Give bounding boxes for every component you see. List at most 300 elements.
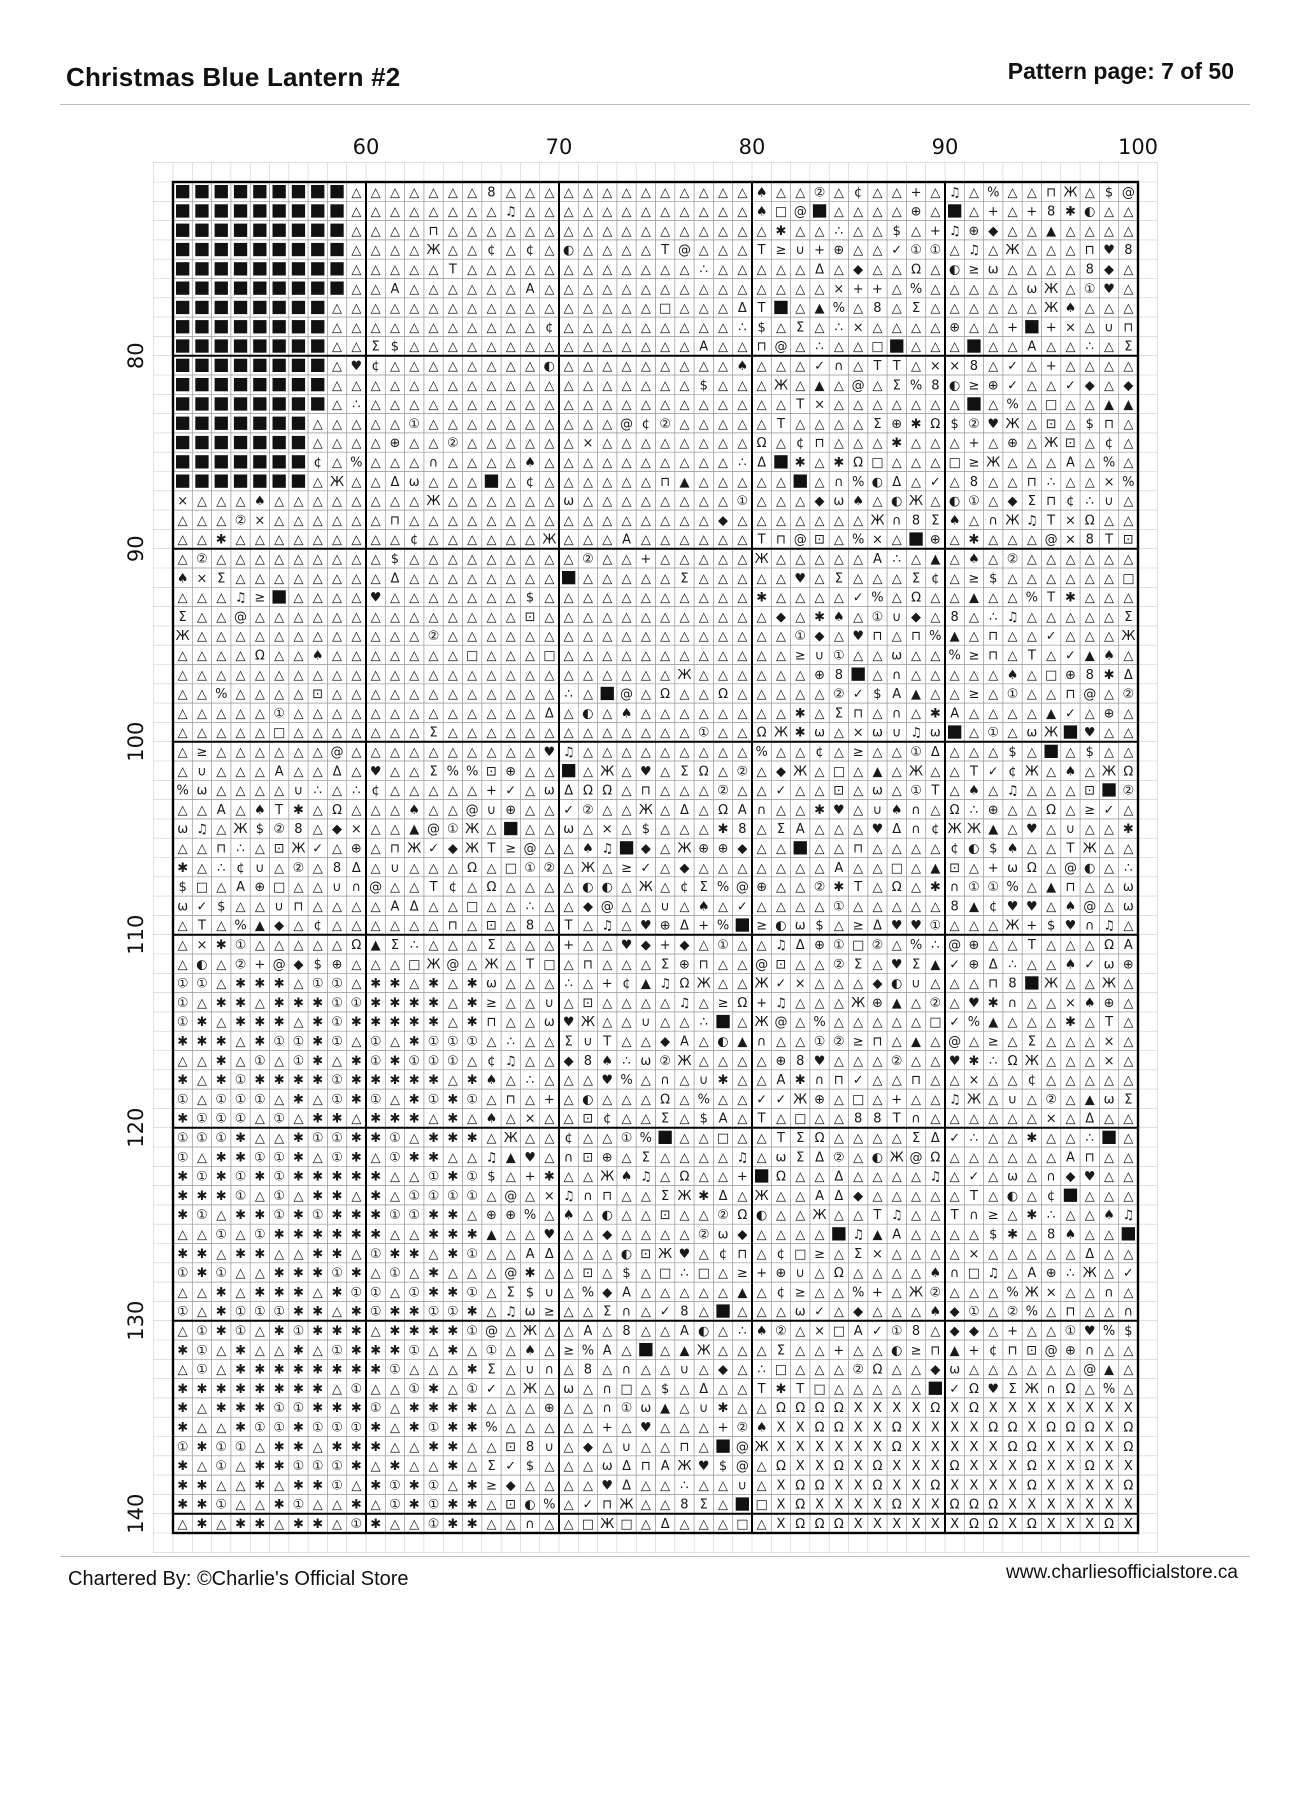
svg-text:①: ①: [369, 1092, 382, 1108]
svg-text:△: △: [891, 1285, 902, 1301]
svg-text:△: △: [505, 1420, 516, 1436]
svg-text:△: △: [196, 706, 207, 722]
svg-text:△: △: [196, 687, 207, 703]
svg-text:△: △: [640, 532, 651, 548]
svg-text:△: △: [389, 667, 400, 683]
svg-text:△: △: [930, 397, 941, 413]
svg-text:△: △: [621, 957, 632, 973]
svg-text:△: △: [891, 301, 902, 317]
svg-text:×: ×: [1103, 1034, 1115, 1050]
svg-text:△: △: [930, 976, 941, 992]
svg-text:△: △: [718, 436, 729, 452]
svg-text:%: %: [832, 301, 846, 317]
svg-text:@: @: [1083, 687, 1097, 703]
svg-text:⊕: ⊕: [505, 802, 517, 818]
svg-text:△: △: [1065, 976, 1076, 992]
svg-text:Ж: Ж: [1005, 243, 1020, 259]
svg-text:8: 8: [854, 1111, 863, 1127]
svg-text:✱: ✱: [196, 1381, 208, 1397]
svg-text:△: △: [563, 436, 574, 452]
svg-text:♫: ♫: [987, 1266, 1000, 1282]
svg-text:Ж: Ж: [677, 1053, 692, 1069]
svg-text:△: △: [351, 436, 362, 452]
svg-text:△: △: [640, 378, 651, 394]
svg-text:♥: ♥: [910, 918, 922, 934]
svg-text:◐: ◐: [891, 976, 903, 992]
svg-text:△: △: [698, 243, 709, 259]
svg-text:△: △: [1065, 1246, 1076, 1262]
svg-text:①: ①: [196, 1130, 208, 1146]
svg-text:✱: ✱: [350, 1227, 362, 1243]
svg-text:△: △: [756, 1343, 767, 1359]
svg-text:×: ×: [1103, 474, 1115, 490]
svg-text:Ж: Ж: [1044, 301, 1059, 317]
svg-text:△: △: [756, 1130, 767, 1146]
svg-text:8: 8: [1124, 243, 1133, 259]
svg-text:△: △: [737, 339, 748, 355]
svg-text:△: △: [949, 1111, 960, 1127]
svg-text:△: △: [602, 648, 613, 664]
svg-text:①: ①: [273, 1034, 285, 1050]
svg-text:①: ①: [389, 1478, 401, 1494]
svg-text:Ж: Ж: [1082, 1266, 1097, 1282]
svg-text:△: △: [216, 648, 227, 664]
svg-text:△: △: [891, 744, 902, 760]
svg-text:△: △: [640, 667, 651, 683]
svg-text:△: △: [679, 1381, 690, 1397]
svg-text:×: ×: [871, 1246, 883, 1262]
svg-text:✱: ✱: [215, 1053, 227, 1069]
svg-text:①: ①: [427, 1053, 440, 1069]
svg-text:△: △: [1065, 1034, 1076, 1050]
store-website-link[interactable]: www.charliesofficialstore.ca: [1006, 1562, 1238, 1583]
svg-text:✱: ✱: [350, 1497, 362, 1513]
svg-text:△: △: [718, 185, 729, 201]
svg-text:%: %: [967, 1015, 981, 1031]
svg-text:△: △: [293, 532, 304, 548]
svg-text:X: X: [1065, 1459, 1075, 1475]
svg-text:△: △: [756, 1459, 767, 1475]
svg-text:△: △: [660, 358, 671, 374]
svg-text:✱: ✱: [350, 1150, 362, 1166]
svg-text:△: △: [467, 320, 478, 336]
svg-text:△: △: [621, 783, 632, 799]
svg-text:△: △: [795, 281, 806, 297]
svg-text:T: T: [892, 358, 901, 374]
svg-text:△: △: [428, 667, 439, 683]
svg-text:△: △: [621, 185, 632, 201]
svg-text:¢: ¢: [487, 1053, 496, 1069]
svg-text:♫: ♫: [601, 918, 614, 934]
svg-text:△: △: [274, 551, 285, 567]
svg-text:△: △: [1123, 744, 1134, 760]
svg-text:△: △: [660, 841, 671, 857]
svg-text:△: △: [911, 1092, 922, 1108]
svg-text:△: △: [775, 802, 786, 818]
svg-text:△: △: [1046, 995, 1057, 1011]
svg-text:①: ①: [890, 1323, 903, 1339]
svg-text:✱: ✱: [235, 1246, 247, 1262]
svg-text:♫: ♫: [504, 1053, 517, 1069]
svg-text:□: □: [620, 1516, 633, 1532]
svg-text:✱: ✱: [775, 223, 787, 239]
svg-text:✓: ✓: [1064, 706, 1076, 722]
svg-text:∪: ∪: [698, 1073, 709, 1089]
svg-text:T: T: [1047, 513, 1056, 529]
svg-text:①: ①: [176, 1439, 189, 1455]
svg-text:△: △: [312, 513, 323, 529]
svg-text:①: ①: [196, 1111, 208, 1127]
svg-text:✱: ✱: [370, 1169, 382, 1185]
svg-text:⊡: ⊡: [312, 687, 324, 703]
svg-text:Σ: Σ: [931, 513, 940, 529]
svg-text:✱: ✱: [389, 1304, 401, 1320]
svg-text:△: △: [1065, 1092, 1076, 1108]
svg-text:△: △: [621, 1111, 632, 1127]
svg-text:△: △: [447, 1150, 458, 1166]
svg-text:△: △: [525, 764, 536, 780]
svg-text:①: ①: [196, 976, 208, 992]
svg-text:8: 8: [931, 378, 940, 394]
column-label-70: 70: [545, 135, 573, 159]
svg-text:Ω: Ω: [1123, 1420, 1134, 1436]
svg-text:∪: ∪: [795, 1266, 806, 1282]
svg-text:△: △: [428, 262, 439, 278]
svg-text:◆: ◆: [582, 899, 593, 915]
svg-text:△: △: [447, 416, 458, 432]
svg-text:A: A: [679, 1034, 689, 1050]
svg-text:¢: ¢: [680, 880, 689, 896]
svg-text:+: +: [1026, 918, 1038, 934]
svg-text:△: △: [968, 1285, 979, 1301]
svg-text:T: T: [564, 918, 573, 934]
svg-text:△: △: [621, 764, 632, 780]
svg-text:△: △: [949, 436, 960, 452]
svg-text:✱: ✱: [408, 1150, 420, 1166]
svg-text:△: △: [505, 185, 516, 201]
svg-text:△: △: [254, 1343, 265, 1359]
svg-text:△: △: [756, 1304, 767, 1320]
svg-text:△: △: [698, 1208, 709, 1224]
svg-text:△: △: [563, 725, 574, 741]
svg-text:△: △: [467, 590, 478, 606]
svg-text:T: T: [776, 1130, 785, 1146]
svg-text:△: △: [525, 204, 536, 220]
svg-text:△: △: [737, 223, 748, 239]
svg-text:X: X: [1104, 1439, 1114, 1455]
svg-text:×: ×: [254, 513, 266, 529]
svg-text:△: △: [467, 609, 478, 625]
svg-text:△: △: [968, 629, 979, 645]
svg-text:✱: ✱: [389, 1323, 401, 1339]
svg-text:△: △: [737, 976, 748, 992]
svg-text:T: T: [969, 764, 978, 780]
svg-text:△: △: [621, 995, 632, 1011]
svg-text:△: △: [563, 204, 574, 220]
svg-text:△: △: [602, 262, 613, 278]
svg-text:△: △: [660, 281, 671, 297]
svg-text:△: △: [602, 378, 613, 394]
svg-text:△: △: [660, 744, 671, 760]
svg-text:△: △: [988, 937, 999, 953]
svg-text:✱: ✱: [273, 1439, 285, 1455]
svg-text:△: △: [988, 687, 999, 703]
svg-text:Ω: Ω: [872, 1478, 883, 1494]
svg-text:△: △: [795, 1188, 806, 1204]
svg-text:Ж: Ж: [1005, 416, 1020, 432]
svg-text:△: △: [698, 687, 709, 703]
svg-text:△: △: [389, 1381, 400, 1397]
svg-text:△: △: [1104, 358, 1115, 374]
svg-text:⊓: ⊓: [910, 629, 922, 645]
svg-text:△: △: [409, 590, 420, 606]
svg-text:✱: ✱: [370, 1516, 382, 1532]
svg-text:Δ: Δ: [795, 937, 805, 953]
svg-text:8: 8: [796, 1053, 805, 1069]
svg-text:①: ①: [1006, 687, 1019, 703]
svg-text:△: △: [1007, 706, 1018, 722]
svg-text:✱: ✱: [292, 1420, 304, 1436]
svg-text:△: △: [853, 899, 864, 915]
svg-text:△: △: [679, 1208, 690, 1224]
svg-text:△: △: [293, 1246, 304, 1262]
svg-text:✱: ✱: [177, 1420, 189, 1436]
svg-text:△: △: [775, 185, 786, 201]
svg-text:△: △: [640, 185, 651, 201]
svg-text:▲: ▲: [1084, 1092, 1095, 1108]
svg-text:△: △: [756, 1073, 767, 1089]
svg-text:△: △: [698, 1130, 709, 1146]
svg-text:△: △: [582, 1478, 593, 1494]
svg-text:Δ: Δ: [390, 571, 400, 587]
svg-text:△: △: [177, 725, 188, 741]
svg-text:△: △: [602, 1323, 613, 1339]
svg-text:①: ①: [910, 744, 922, 760]
svg-text:△: △: [911, 1169, 922, 1185]
svg-text:△: △: [293, 937, 304, 953]
svg-text:△: △: [389, 764, 400, 780]
svg-text:Σ: Σ: [487, 937, 496, 953]
svg-text:△: △: [235, 802, 246, 818]
svg-text:△: △: [274, 1246, 285, 1262]
svg-text:△: △: [930, 687, 941, 703]
svg-text:△: △: [930, 1073, 941, 1089]
svg-text:△: △: [621, 551, 632, 567]
svg-text:⊕: ⊕: [814, 667, 826, 683]
svg-text:+: +: [736, 1169, 748, 1185]
svg-text:△: △: [756, 648, 767, 664]
svg-text:②: ②: [736, 764, 749, 780]
svg-text:✱: ✱: [370, 1420, 382, 1436]
svg-text:8: 8: [950, 609, 959, 625]
svg-text:△: △: [833, 918, 844, 934]
svg-text:△: △: [1084, 1227, 1095, 1243]
svg-text:①: ①: [331, 1015, 343, 1031]
svg-text:△: △: [370, 687, 381, 703]
svg-text:②: ②: [582, 802, 594, 818]
svg-text:✱: ✱: [543, 1169, 555, 1185]
svg-text:♥: ♥: [1103, 243, 1115, 259]
svg-text:△: △: [718, 706, 729, 722]
svg-text:△: △: [949, 532, 960, 548]
svg-text:□: □: [716, 1130, 730, 1146]
svg-text:Ж: Ж: [793, 764, 808, 780]
svg-text:△: △: [467, 494, 478, 510]
svg-text:Δ: Δ: [757, 455, 767, 471]
svg-text:△: △: [563, 1362, 574, 1378]
svg-text:△: △: [1046, 1073, 1057, 1089]
svg-text:△: △: [254, 1130, 265, 1146]
svg-text:×: ×: [582, 436, 594, 452]
svg-text:△: △: [582, 1208, 593, 1224]
svg-text:Ω: Ω: [795, 1478, 806, 1494]
svg-text:✱: ✱: [408, 1092, 420, 1108]
svg-text:@: @: [465, 802, 479, 818]
svg-text:△: △: [332, 725, 343, 741]
svg-text:△: △: [235, 1497, 246, 1513]
svg-text:✱: ✱: [235, 1130, 247, 1146]
svg-text:△: △: [582, 725, 593, 741]
svg-text:△: △: [525, 339, 536, 355]
svg-text:△: △: [640, 1034, 651, 1050]
svg-text:①: ①: [215, 1459, 228, 1475]
svg-text:Σ: Σ: [429, 764, 438, 780]
svg-text:△: △: [1104, 841, 1115, 857]
svg-text:✱: ✱: [312, 1304, 324, 1320]
svg-text:X: X: [969, 1478, 979, 1494]
svg-text:◐: ◐: [620, 1246, 633, 1262]
svg-text:X: X: [988, 1478, 998, 1494]
svg-text:△: △: [1026, 1169, 1037, 1185]
svg-text:△: △: [486, 687, 497, 703]
svg-text:@: @: [504, 1266, 518, 1282]
svg-text:$: $: [718, 1459, 728, 1475]
svg-text:□: □: [466, 648, 479, 664]
svg-text:Ω: Ω: [582, 783, 593, 799]
svg-text:△: △: [891, 1130, 902, 1146]
svg-text:△: △: [833, 629, 844, 645]
svg-text:②: ②: [1045, 1092, 1057, 1108]
svg-text:△: △: [872, 1073, 883, 1089]
svg-text:Ω: Ω: [1123, 1439, 1134, 1455]
svg-text:△: △: [640, 687, 651, 703]
svg-text:△: △: [621, 358, 632, 374]
svg-text:□: □: [813, 1381, 826, 1397]
svg-text:△: △: [447, 609, 458, 625]
svg-text:△: △: [1046, 1015, 1057, 1031]
svg-text:△: △: [718, 609, 729, 625]
svg-text:Ж: Ж: [619, 1497, 634, 1513]
svg-text:△: △: [756, 1227, 767, 1243]
svg-text:△: △: [814, 783, 825, 799]
svg-text:△: △: [563, 358, 574, 374]
svg-text:△: △: [254, 1266, 265, 1282]
svg-text:△: △: [486, 436, 497, 452]
svg-text:△: △: [718, 1266, 729, 1282]
svg-text:△: △: [1065, 358, 1076, 374]
svg-text:Ж: Ж: [677, 1459, 692, 1475]
svg-text:△: △: [1007, 301, 1018, 317]
svg-text:Ω: Ω: [833, 1459, 844, 1475]
svg-text:@: @: [909, 1150, 923, 1166]
svg-text:△: △: [679, 1285, 690, 1301]
svg-text:A: A: [525, 281, 535, 297]
svg-text:△: △: [602, 301, 613, 317]
svg-text:△: △: [505, 243, 516, 259]
svg-text:∩: ∩: [891, 513, 902, 529]
svg-text:②: ②: [852, 1362, 864, 1378]
svg-text:∪: ∪: [891, 609, 902, 625]
row-label-140: 140: [124, 1493, 148, 1534]
svg-text:×: ×: [929, 358, 941, 374]
svg-text:△: △: [602, 532, 613, 548]
svg-text:△: △: [370, 899, 381, 915]
svg-text:Σ: Σ: [911, 957, 921, 973]
svg-text:△: △: [332, 532, 343, 548]
svg-text:△: △: [370, 494, 381, 510]
svg-text:△: △: [640, 281, 651, 297]
svg-text:∩: ∩: [1046, 1169, 1056, 1185]
svg-text:△: △: [795, 185, 806, 201]
svg-text:⊕: ⊕: [833, 243, 845, 259]
svg-text:△: △: [698, 1516, 709, 1532]
svg-text:▲: ▲: [968, 590, 979, 606]
svg-text:△: △: [177, 1362, 188, 1378]
svg-text:×: ×: [968, 1246, 980, 1262]
svg-text:△: △: [756, 860, 767, 876]
svg-text:▲: ▲: [814, 378, 825, 394]
svg-text:△: △: [274, 744, 285, 760]
svg-text:▲: ▲: [1046, 880, 1057, 896]
svg-text:✓: ✓: [1103, 802, 1115, 818]
svg-text:Ω: Ω: [775, 1169, 786, 1185]
svg-text:①: ①: [910, 783, 922, 799]
svg-text:△: △: [621, 1188, 632, 1204]
svg-text:△: △: [1104, 1111, 1115, 1127]
svg-text:✱: ✱: [428, 1208, 440, 1224]
svg-text:✱: ✱: [273, 995, 285, 1011]
svg-text:△: △: [891, 571, 902, 587]
svg-text:✱: ✱: [254, 1478, 266, 1494]
svg-text:♫: ♫: [678, 995, 691, 1011]
svg-text:✱: ✱: [177, 1208, 189, 1224]
svg-text:⊕: ⊕: [1064, 667, 1076, 683]
svg-text:△: △: [428, 937, 439, 953]
svg-text:◐: ◐: [948, 378, 961, 394]
svg-text:△: △: [795, 590, 806, 606]
svg-text:∴: ∴: [738, 320, 747, 336]
svg-text:✱: ✱: [292, 1516, 304, 1532]
svg-text:②: ②: [582, 551, 594, 567]
svg-text:×: ×: [1045, 1285, 1057, 1301]
svg-text:△: △: [737, 1304, 748, 1320]
svg-text:⊕: ⊕: [1064, 1343, 1076, 1359]
svg-text:△: △: [853, 339, 864, 355]
svg-text:×: ×: [196, 571, 208, 587]
svg-text:△: △: [621, 223, 632, 239]
svg-text:∩: ∩: [621, 1304, 632, 1320]
svg-text:×: ×: [196, 937, 208, 953]
svg-text:△: △: [389, 1285, 400, 1301]
svg-text:△: △: [370, 957, 381, 973]
svg-text:△: △: [737, 1343, 748, 1359]
svg-text:✱: ✱: [312, 1516, 324, 1532]
svg-text:◆: ◆: [718, 513, 729, 529]
svg-text:Ω: Ω: [968, 1497, 979, 1513]
svg-text:♥: ♥: [1026, 899, 1038, 915]
svg-text:△: △: [737, 648, 748, 664]
svg-text:$: $: [661, 1381, 670, 1397]
